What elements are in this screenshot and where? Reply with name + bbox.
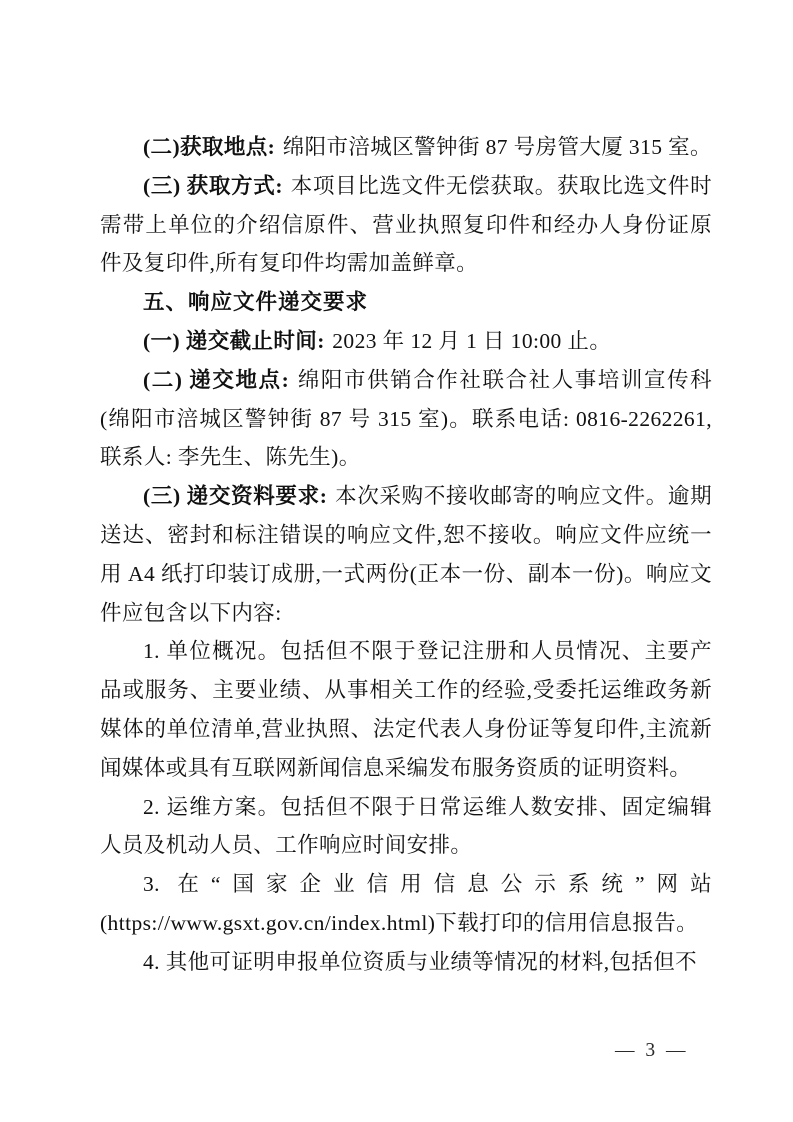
material-requirements-text: 本次采购不接收邮寄的响应文件。逾期送达、密封和标注错误的响应文件,恕不接收。响应文件应统一用 A4 纸打印装订成册,一式两份(正本一份、副本一份)。响应文件应包含以下内容: xyxy=(100,484,712,625)
submission-location-label: (二) 递交地点: xyxy=(143,367,290,392)
list-item-credit-report: 3. 在“国家企业信用信息公示系统”网站(https://www.gsxt.gov.cn/index.html)下载打印的信用信息报告。 xyxy=(100,872,712,935)
submission-deadline-label: (一) 递交截止时间: xyxy=(143,328,325,353)
list-item-other-materials: 4. 其他可证明申报单位资质与业绩等情况的材料,包括但不 xyxy=(143,949,698,974)
paragraph-acquire-method xyxy=(100,167,712,283)
document-body xyxy=(100,128,712,982)
acquire-location-text: 绵阳市涪城区警钟街 87 号房管大厦 315 室。 xyxy=(282,135,712,159)
list-item-operation-plan: 2. 运维方案。包括但不限于日常运维人数安排、固定编辑人员及机动人员、工作响应时间安排。 xyxy=(100,794,712,858)
paragraph-material-requirements xyxy=(100,477,712,632)
material-requirements-label: (三) 递交资料要求: xyxy=(143,484,328,509)
acquire-method-label: (三) 获取方式: xyxy=(143,173,283,198)
paragraph-submission-location xyxy=(100,361,712,477)
submission-location-text: 绵阳市供销合作社联合社人事培训宣传科(绵阳市涪城区警钟街 87 号 315 室)。联系电话: 0816-2262261,联系人: 李先生、陈先生)。 xyxy=(100,367,712,470)
list-item-company-profile: 1. 单位概况。包括但不限于登记注册和人员情况、主要产品或服务、主要业绩、从事相关工作的经验,受委托运维政务新媒体的单位清单,营业执照、法定代表人身份证等复印件,主流新闻媒体或具有互联网新闻信息采编发布服务资质的证明资料。 xyxy=(100,639,712,780)
paragraph-acquire-location xyxy=(100,128,712,167)
paragraph-submission-deadline xyxy=(100,322,712,361)
section-heading-submission-requirements: 五、响应文件递交要求 xyxy=(143,290,369,315)
acquire-method-text: 本项目比选文件无偿获取。获取比选文件时需带上单位的介绍信原件、营业执照复印件和经办人身份证原件及复印件,所有复印件均需加盖鲜章。 xyxy=(100,173,712,276)
page-number: — 3 — xyxy=(615,1040,689,1061)
submission-deadline-text: 2023 年 12 月 1 日 10:00 止。 xyxy=(332,328,612,353)
acquire-location-label: (二)获取地点: xyxy=(143,135,276,159)
